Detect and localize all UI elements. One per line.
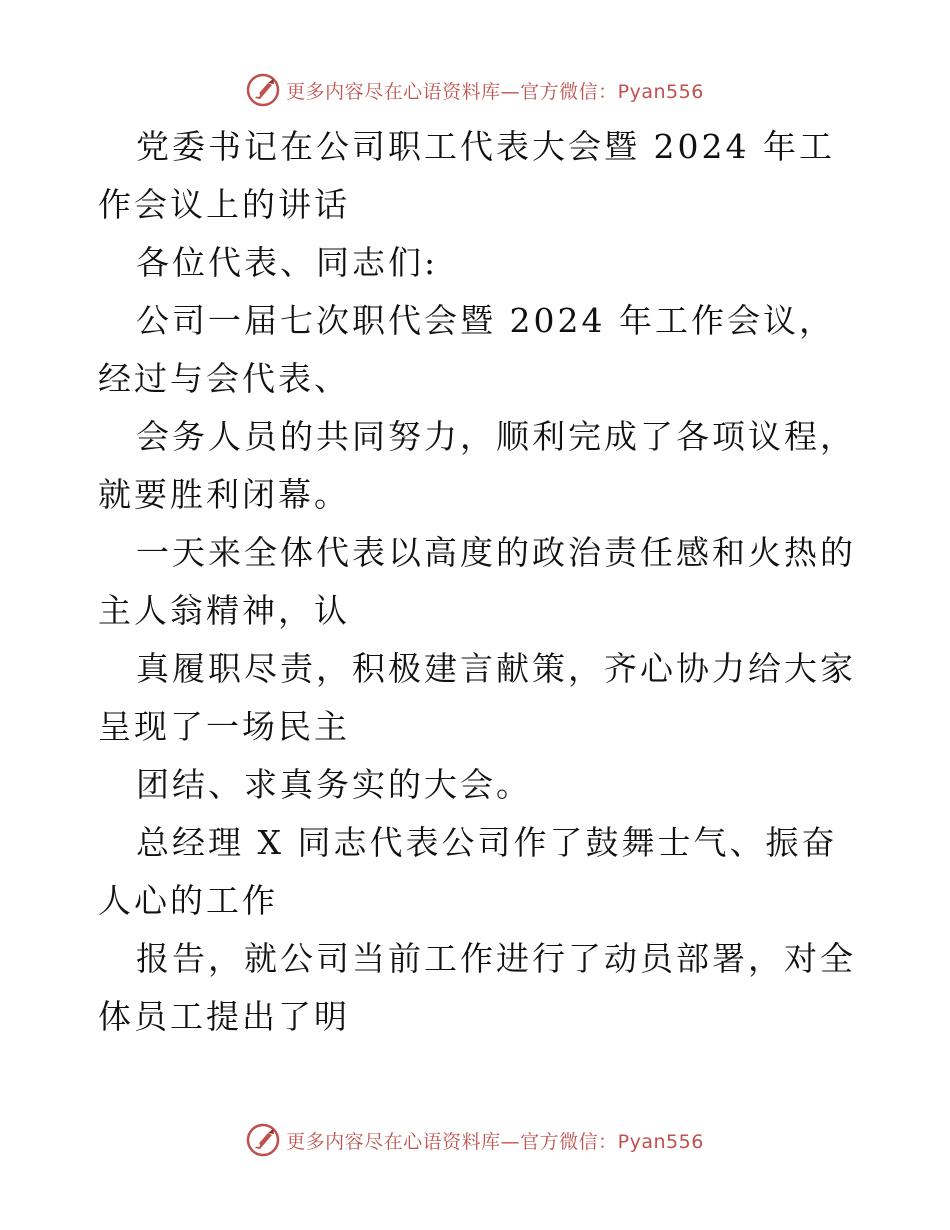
quill-pen-seal-icon — [246, 73, 280, 107]
body-paragraph: 会务人员的共同努力，顺利完成了各项议程，就要胜利闭幕。 — [98, 417, 856, 514]
document-title: 党委书记在公司职工代表大会暨 2024 年工作会议上的讲话 — [98, 127, 835, 224]
watermark-text: 更多内容尽在心语资料库—官方微信：Pyan556 — [286, 80, 704, 103]
quill-pen-seal-icon — [246, 1123, 280, 1157]
body-paragraph: 总经理 X 同志代表公司作了鼓舞士气、振奋人心的工作 — [98, 823, 838, 920]
body-paragraph: 团结、求真务实的大会。 — [136, 765, 532, 804]
watermark-text: 更多内容尽在心语资料库—官方微信：Pyan556 — [286, 1130, 704, 1153]
body-paragraph: 真履职尽责，积极建言献策，齐心协力给大家呈现了一场民主 — [98, 649, 856, 746]
body-paragraph: 一天来全体代表以高度的政治责任感和火热的主人翁精神，认 — [98, 533, 856, 630]
footer-watermark — [0, 1120, 950, 1160]
header-watermark — [0, 70, 950, 110]
salutation: 各位代表、同志们: — [136, 243, 439, 282]
document-body — [98, 118, 858, 1046]
body-paragraph: 报告，就公司当前工作进行了动员部署，对全体员工提出了明 — [98, 939, 856, 1036]
body-paragraph: 公司一届七次职代会暨 2024 年工作会议，经过与会代表、 — [98, 301, 835, 398]
